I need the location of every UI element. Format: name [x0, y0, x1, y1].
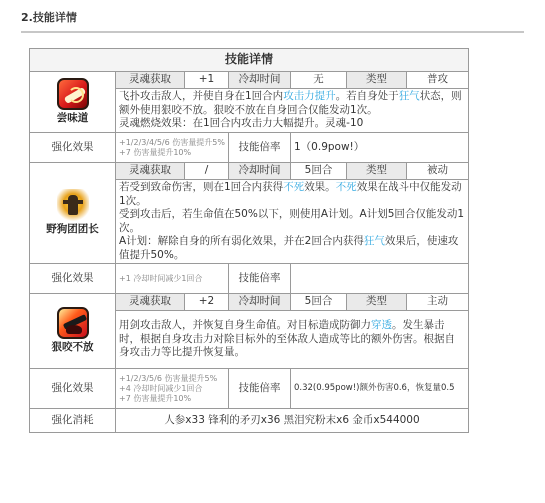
- skill-3-description: 用剑攻击敌人，并恢复自身生命值。对目标造成防御力穿透。发生暴击时，根据自身攻击力对除目标外的至体敌人造成等比的额外伤害。根据自身攻击力等比提升恢复量。: [116, 311, 469, 369]
- skill-3-cell: [30, 294, 116, 369]
- dog-leader-emblem-icon: [57, 189, 89, 221]
- keyword-undying: 不死: [283, 181, 305, 193]
- cooldown-value: 5回合: [291, 163, 347, 180]
- soul-gain-label: 灵魂获取: [116, 294, 185, 311]
- keyword-frenzy: 狂气: [398, 90, 420, 103]
- enhance-label: 强化效果: [30, 369, 116, 409]
- skill-rate-value: 1（0.9pow!）: [291, 133, 469, 163]
- cooldown-value: 5回合: [291, 294, 347, 311]
- cooldown-label: 冷却时间: [229, 72, 291, 89]
- skill-2-cell: [30, 163, 116, 264]
- table-title: 技能详情: [30, 49, 469, 72]
- skill-details-table: [29, 48, 469, 433]
- cooldown-label: 冷却时间: [229, 163, 291, 180]
- enhance-label: 强化效果: [30, 133, 116, 163]
- keyword-pierce: 穿透: [371, 319, 392, 332]
- type-value: 普攻: [407, 72, 469, 89]
- skill-3-name: 狠咬不放: [51, 341, 94, 354]
- skill-rate-label: 技能倍率: [229, 369, 291, 409]
- type-value: 主动: [407, 294, 469, 311]
- enhance-label: 强化效果: [30, 264, 116, 294]
- enhance-effects: +1 冷却时间减少1回合: [116, 264, 229, 294]
- section-heading: 2.技能详情: [21, 9, 524, 33]
- keyword-attack-up: 攻击力提升: [283, 90, 336, 103]
- keyword-undying: 不死: [335, 181, 357, 193]
- slash-strike-icon: [57, 78, 89, 110]
- skill-1-name: 尝味道: [56, 112, 89, 125]
- cooldown-label: 冷却时间: [229, 294, 291, 311]
- skill-rate-label: 技能倍率: [229, 264, 291, 294]
- cost-label: 强化消耗: [30, 409, 116, 433]
- skill-rate-value: 0.32(0.95pow!)额外伤害0.6，恢复量0.5: [291, 369, 469, 409]
- skill-rate-label: 技能倍率: [229, 133, 291, 163]
- soul-gain-value: +1: [185, 72, 229, 89]
- skill-2-name: 野狗团团长: [46, 223, 99, 236]
- type-label: 类型: [347, 163, 407, 180]
- soul-gain-value: /: [185, 163, 229, 180]
- skill-2-description: 若受到致命伤害，则在1回合内获得不死效果。不死效果在战斗中仅能发动1次。 受到攻击后，若生命值在50%以下，则使用A计划。A计划5回合仅能发动1次。 A计划：解除自身的所有弱化效果，并在2回合内获得狂气效果后，使速攻值提升50%。: [116, 180, 469, 264]
- skill-rate-value: [291, 264, 469, 294]
- soul-gain-value: +2: [185, 294, 229, 311]
- soul-gain-label: 灵魂获取: [116, 163, 185, 180]
- type-label: 类型: [347, 294, 407, 311]
- skill-1-description: 飞扑攻击敌人，并使自身在1回合内攻击力提升。若自身处于狂气状态，则额外使用狠咬不放。狠咬不放在自身回合仅能发动1次。 灵魂燃烧效果：在1回合内攻击力大幅提升。灵魂-10: [116, 89, 469, 133]
- type-label: 类型: [347, 72, 407, 89]
- cost-value: 人参x33 锋利的矛刃x36 黑泪究粉末x6 金币x544000: [116, 409, 469, 433]
- enhance-effects: +1/2/3/4/5/6 伤害量提升5% +7 伤害量提升10%: [116, 133, 229, 163]
- cooldown-value: 无: [291, 72, 347, 89]
- bite-attack-icon: [57, 307, 89, 339]
- skill-1-cell: [30, 72, 116, 133]
- soul-gain-label: 灵魂获取: [116, 72, 185, 89]
- enhance-effects: +1/2/3/5/6 伤害量提升5% +4 冷却时间减少1回合 +7 伤害量提升10%: [116, 369, 229, 409]
- type-value: 被动: [407, 163, 469, 180]
- keyword-frenzy: 狂气: [363, 235, 385, 247]
